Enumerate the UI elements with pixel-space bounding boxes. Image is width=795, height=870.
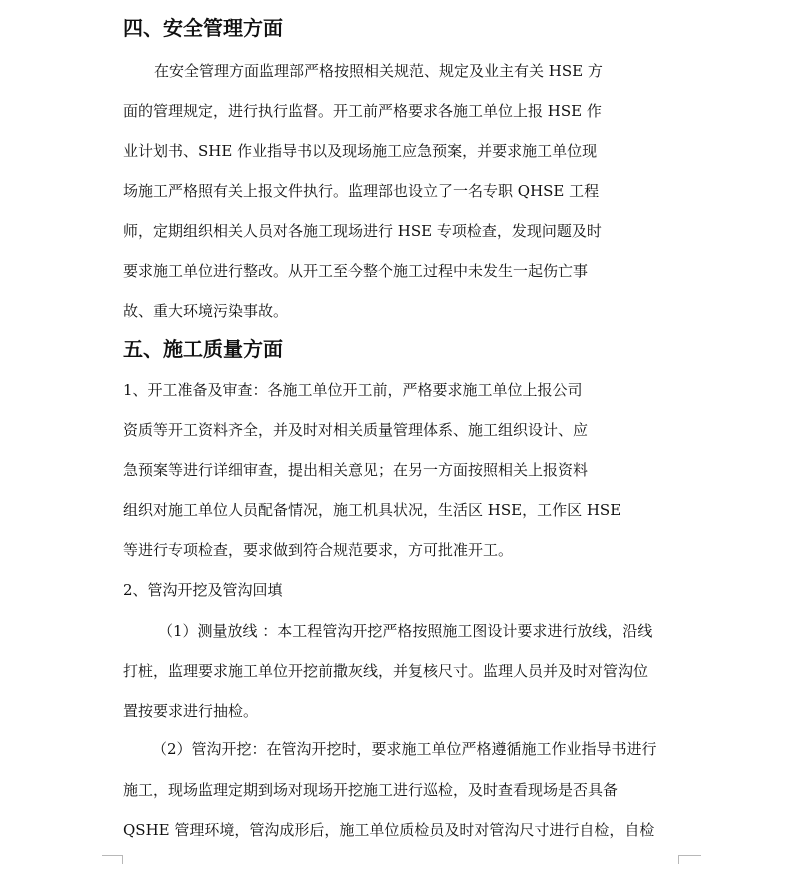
- section-heading-quality: 五、施工质量方面: [123, 337, 283, 361]
- page-margin-corner-left: [102, 855, 123, 864]
- item-2-title: 2、管沟开挖及管沟回填: [123, 581, 283, 599]
- paragraph-line: 要求施工单位进行整改。从开工至今整个施工过程中未发生一起伤亡事: [123, 262, 589, 280]
- paragraph-line: （2）管沟开挖：在管沟开挖时，要求施工单位严格遵循施工作业指导书进行: [152, 740, 657, 758]
- paragraph-line: 组织对施工单位人员配备情况，施工机具状况，生活区 HSE，工作区 HSE: [123, 501, 622, 519]
- paragraph-line: （1）测量放线 ：本工程管沟开挖严格按照施工图设计要求进行放线，沿线: [158, 622, 653, 640]
- paragraph-line: 置按要求进行抽检。: [123, 702, 259, 720]
- paragraph-line: 业计划书、SHE 作业指导书以及现场施工应急预案，并要求施工单位现: [123, 142, 598, 160]
- paragraph-line: 在安全管理方面监理部严格按照相关规范、规定及业主有关 HSE 方: [154, 62, 603, 80]
- paragraph-line: 等进行专项检查，要求做到符合规范要求，方可批准开工。: [123, 541, 514, 559]
- paragraph-line: QSHE 管理环境，管沟成形后，施工单位质检员及时对管沟尺寸进行自检，自检: [123, 821, 655, 839]
- page-margin-corner-right: [678, 855, 701, 864]
- paragraph-line: 打桩，监理要求施工单位开挖前撒灰线，并复核尺寸。监理人员并及时对管沟位: [123, 662, 649, 680]
- paragraph-line: 施工，现场监理定期到场对现场开挖施工进行巡检，及时查看现场是否具备: [123, 781, 619, 799]
- paragraph-line: 场施工严格照有关上报文件执行。监理部也设立了一名专职 QHSE 工程: [123, 182, 600, 200]
- paragraph-line: 面的管理规定，进行执行监督。开工前严格要求各施工单位上报 HSE 作: [123, 102, 602, 120]
- paragraph-line: 急预案等进行详细审查，提出相关意见；在另一方面按照相关上报资料: [123, 461, 589, 479]
- section-heading-safety: 四、安全管理方面: [123, 16, 283, 40]
- paragraph-line: 1、开工准备及审查：各施工单位开工前，严格要求施工单位上报公司: [123, 381, 583, 399]
- paragraph-line: 故、重大环境污染事故。: [123, 302, 289, 320]
- paragraph-line: 师，定期组织相关人员对各施工现场进行 HSE 专项检查，发现问题及时: [123, 222, 602, 240]
- paragraph-line: 资质等开工资料齐全，并及时对相关质量管理体系、施工组织设计、应: [123, 421, 589, 439]
